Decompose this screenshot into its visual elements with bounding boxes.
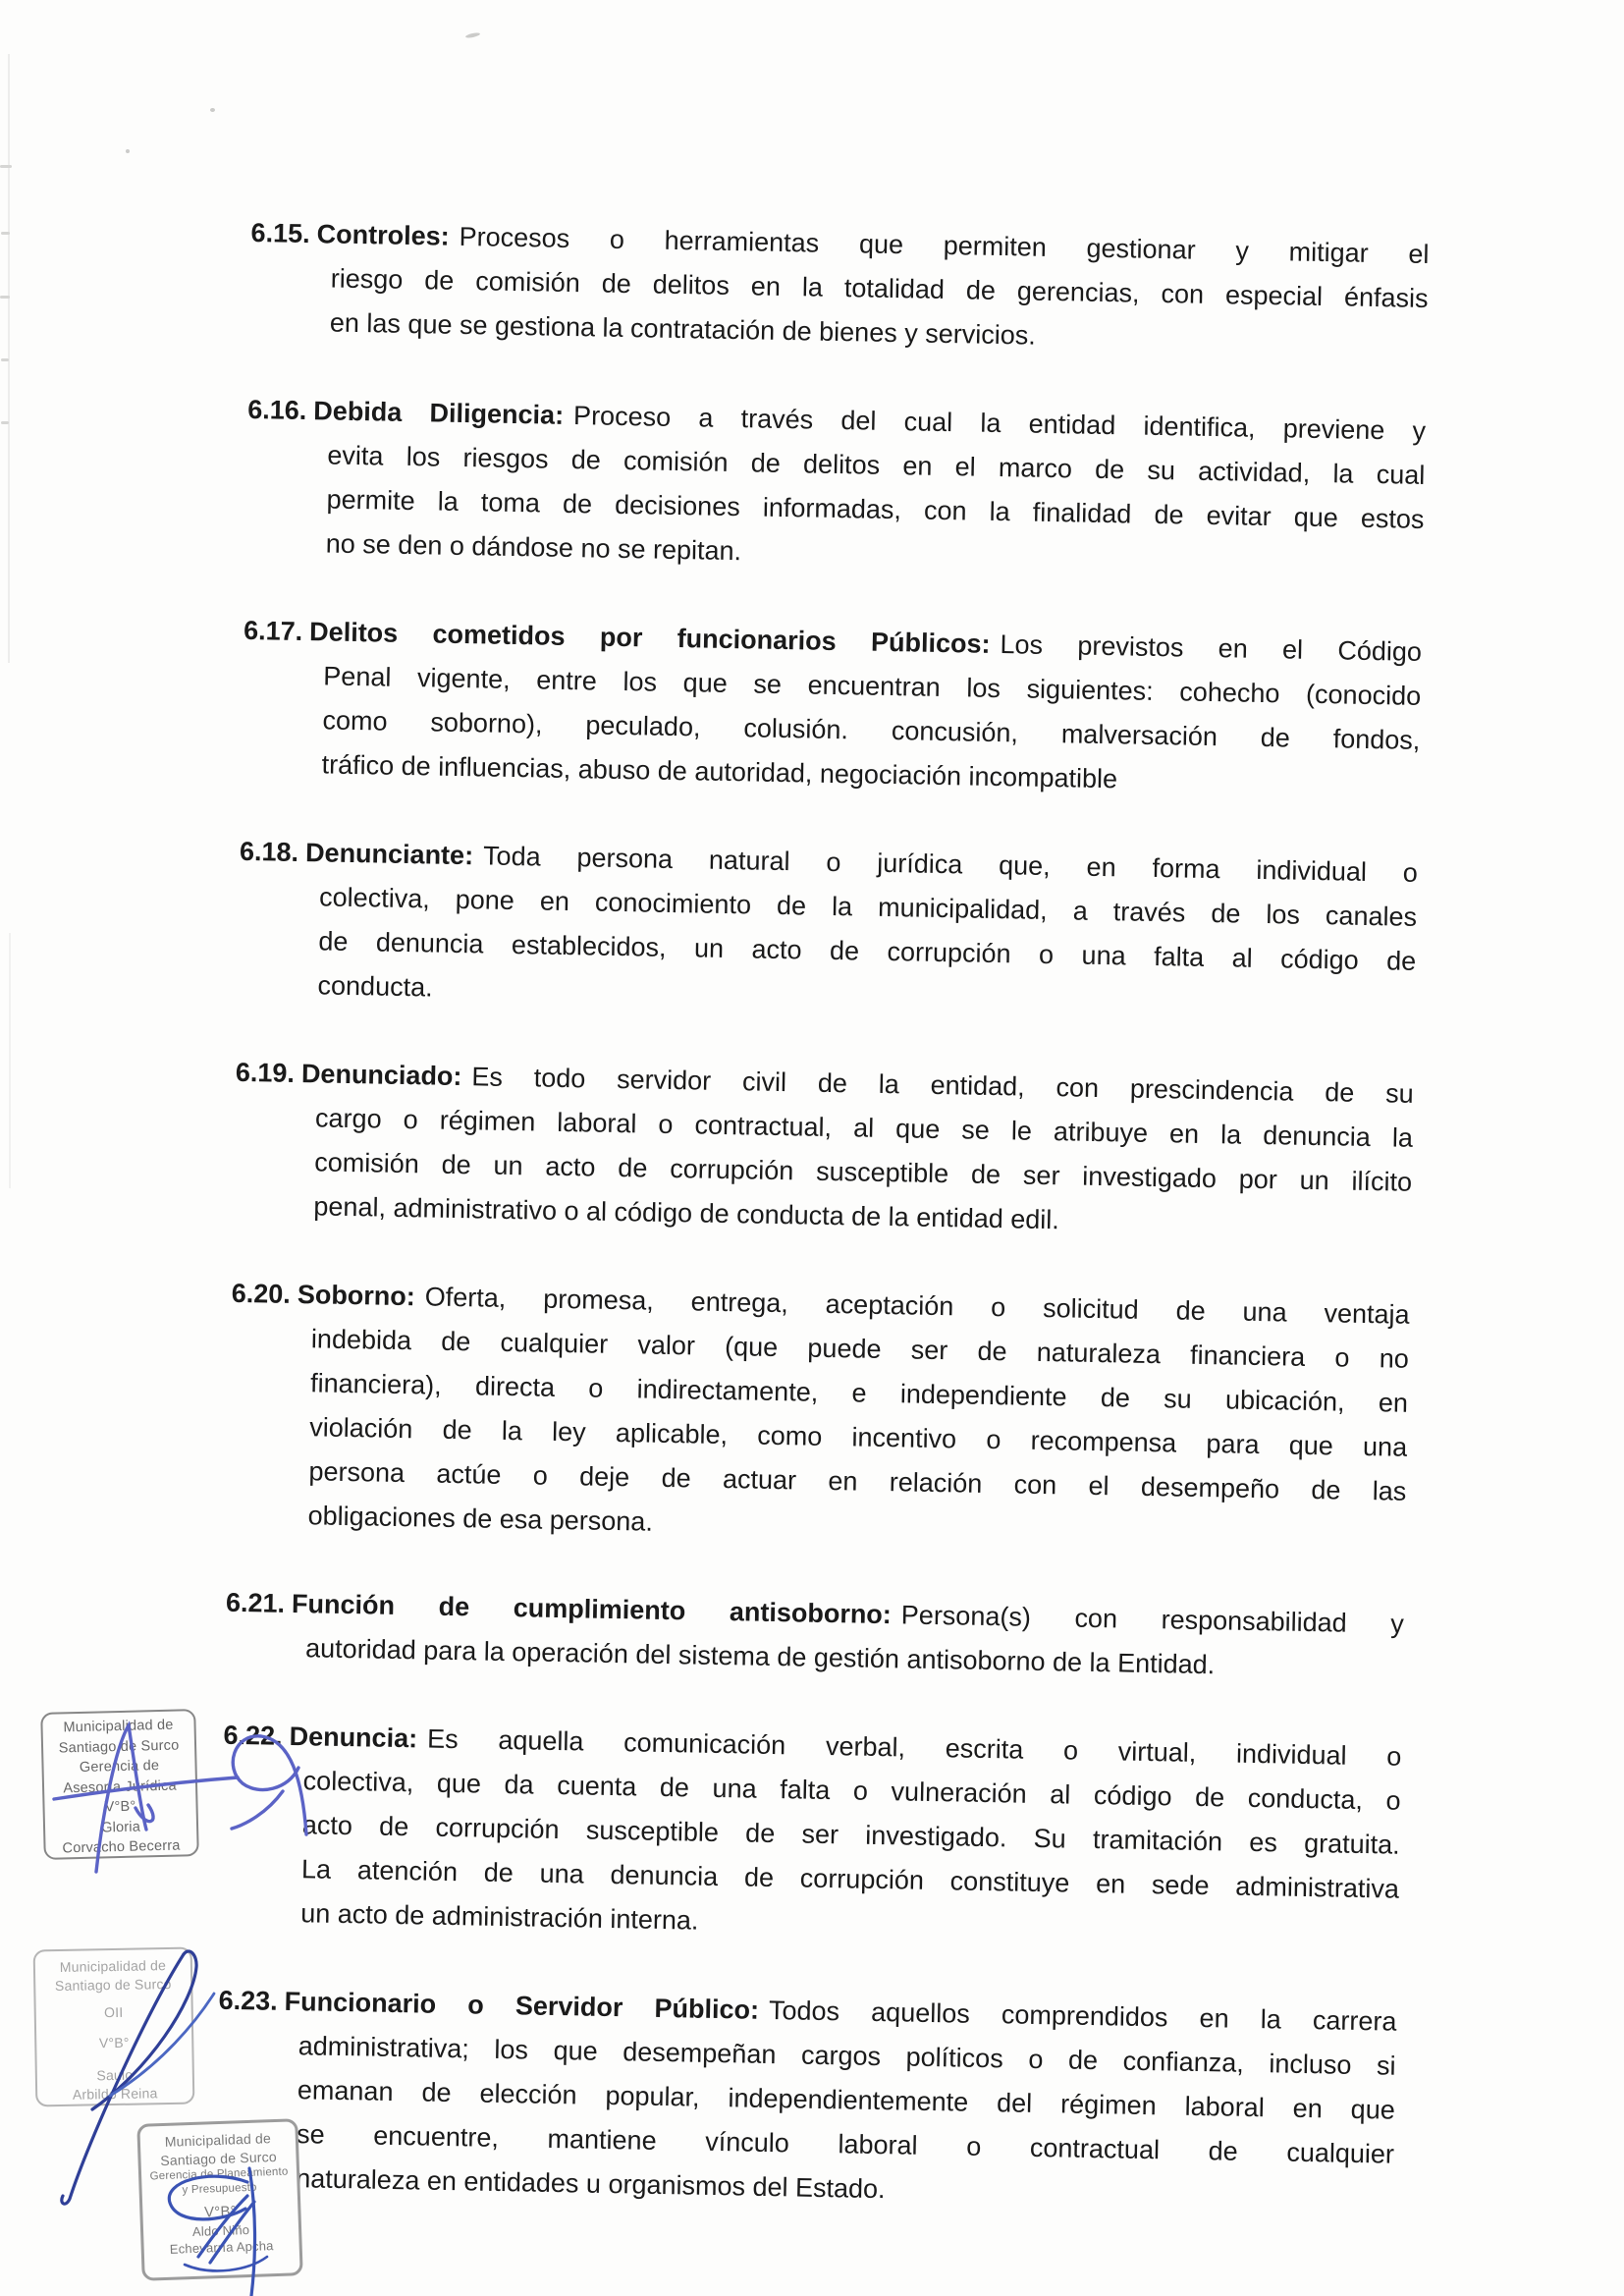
definition-text: Toda persona natural o jurídica que, en forma individual o [482,841,1419,888]
scan-mark [0,165,12,168]
scan-mark [1,358,9,361]
definition-text: Proceso a través del cual la entidad identifica, previene y [572,401,1427,446]
definition-text: como soborno), peculado, colusión. concusión, malversación de fondos, [322,705,1421,755]
definition-text: de denuncia establecidos, un acto de corrupción o una falta al código de [318,926,1417,976]
defined-term: Soborno: [297,1280,416,1312]
stamp-line: Santiago de Surco [54,1975,172,1995]
definition-text: colectiva, que da cuenta de una falta o vulneración al código de conducta, o [302,1766,1401,1816]
scan-speck [465,31,481,38]
definition-text: acto de corrupción susceptible de ser investigado. Su tramitación es gratuita. [301,1810,1400,1860]
definition-item-6-18 [237,830,1418,1028]
definition-item-6-21 [225,1581,1404,1691]
definition-text: violación de la ley aplicable, como incentivo o recompensa para que una [309,1412,1408,1462]
stamp-vb: V°B° [203,2203,238,2221]
definition-text: permite la toma de decisiones informadas, con la finalidad de evitar que estos [326,484,1425,534]
definition-text: tráfico de influencias, abuso de autoridad, negociación incompatible [321,749,1118,794]
stamp-line: Municipalidad de [59,1957,167,1975]
stamp-line: Municipalidad de [63,1717,174,1736]
definition-text: un acto de administración interna. [299,1898,699,1936]
defined-term: Denuncia: [289,1721,418,1754]
stamp-asesoria-juridica [40,1709,199,1860]
item-number: 6.21. [225,1587,286,1618]
item-number: 6.18. [239,836,299,867]
definition-item-6-16 [244,388,1426,586]
definition-text: Procesos o herramientas que permiten gestionar y mitigar el [459,221,1430,269]
stamp-line: Santiago de Surco [58,1737,180,1757]
stamp-name: Corvacho Becerra [62,1837,181,1857]
definition-text: conducta. [317,970,433,1003]
stamp-line: Municipalidad de [164,2130,272,2150]
definition-text: cargo o régimen laboral o contractual, al que se le atribuye en la denuncia la [314,1103,1414,1153]
stamp-name: Gloria [100,1819,141,1835]
stamp-vb: V°B° [104,1798,136,1816]
definition-text: La atención de una denuncia de corrupción constituye en sede administrativa [300,1854,1400,1904]
definition-text: se encuentre, mantiene vínculo laboral o contractual de cualquier [296,2119,1395,2169]
defined-term: Funcionario o Servidor Público: [284,1986,760,2025]
definition-item-6-19 [233,1051,1414,1249]
item-number: 6.15. [250,217,310,249]
definition-text: riesgo de comisión de delitos en la totalidad de gerencias, con especial énfasis [330,263,1429,313]
item-number: 6.17. [243,615,303,647]
definitions-list [214,211,1430,2266]
definition-text: emanan de elección popular, independientemente del régimen laboral en que [297,2075,1396,2125]
definition-text: Es todo servidor civil de la entidad, con prescindencia de su [471,1062,1415,1109]
defined-term: Delitos cometidos por funcionarios Públicos: [308,617,991,659]
stamp-planeamiento-presupuesto [136,2118,302,2281]
stamp-name: Aldo Niño [191,2221,250,2239]
definition-text: colectiva, pone en conocimiento de la municipalidad, a través de los canales [318,882,1418,932]
stamp-name: Saulo [96,2066,134,2084]
scan-mark [1,232,10,235]
definition-text: administrativa; los que desempeñan cargos políticos o de confianza, incluso si [298,2031,1396,2081]
definition-text: penal, administrativo o al código de conducta de la entidad edil. [313,1191,1060,1235]
stamp-name: Echevarría Apcha [169,2237,274,2257]
definition-item-6-17 [241,609,1422,807]
definition-text: naturaleza en entidades u organismos del Estado. [296,2163,886,2205]
definition-item-6-23 [215,1979,1397,2221]
defined-term: Denunciado: [300,1059,462,1092]
item-number: 6.16. [247,394,307,426]
item-number: 6.22. [223,1720,283,1751]
definition-item-6-20 [227,1272,1410,1558]
item-number: 6.19. [235,1057,296,1088]
stamp-name: Arbildo Reina [72,2085,158,2103]
defined-term: Controles: [316,219,450,251]
scan-speck [126,149,130,153]
definition-text: Oferta, promesa, entrega, aceptación o solicitud de una ventaja [424,1282,1410,1330]
stamp-line: Santiago de Surco [159,2148,278,2168]
definition-item-6-15 [249,211,1430,365]
stamp-line: Asesoría Jurídica [63,1777,177,1796]
scan-mark [0,296,10,299]
item-number: 6.20. [231,1278,292,1309]
definition-item-6-22 [220,1714,1402,1956]
definition-text: Los previstos en el Código [1000,629,1423,667]
definition-text: Todos aquellos comprendidos en la carrera [768,1995,1397,2037]
definition-text: Penal vigente, entre los que se encuentran los siguientes: cohecho (conocido [323,661,1422,711]
defined-term: Denunciante: [304,838,474,871]
defined-term: Función de cumplimiento antisoborno: [291,1588,893,1630]
stamp-line: y Presupuesto [182,2181,257,2197]
stamp-line: Gerencia de Planeamiento [149,2165,289,2183]
definition-text: en las que se gestiona la contratación de bienes y servicios. [329,307,1037,351]
definition-text: Persona(s) con responsabilidad y [900,1600,1405,1639]
definition-text: persona actúe o deje de actuar en relación con el desempeño de las [308,1456,1407,1506]
definition-text: indebida de cualquier valor (que puede ser de naturaleza financiera o no [310,1324,1410,1374]
defined-term: Debida Diligencia: [313,396,565,430]
definition-text: financiera), directa o indirectamente, e independiente de su ubicación, en [309,1368,1409,1418]
definition-text: obligaciones de esa persona. [307,1501,654,1537]
stamp-vb: V°B° [98,2034,130,2051]
scan-speck [210,108,215,112]
stamp-line: Gerencia de [79,1758,160,1776]
definition-text: no se den o dándose no se repitan. [325,528,742,567]
definition-text: evita los riesgos de comisión de delitos en el marco de su actividad, la cual [327,440,1426,490]
scan-edge-line [9,933,11,1188]
stamp-line: OII [103,2003,124,2021]
item-number: 6.23. [218,1985,278,2016]
scan-mark [1,421,9,424]
definition-text: comisión de un acto de corrupción susceptible de ser investigado por un ilícito [313,1147,1413,1197]
definition-text: autoridad para la operación del sistema de gestión antisoborno de la Entidad. [304,1633,1216,1680]
stamp-faded-oii [33,1947,195,2107]
definition-text: Es aquella comunicación verbal, escrita o virtual, individual o [426,1723,1402,1772]
